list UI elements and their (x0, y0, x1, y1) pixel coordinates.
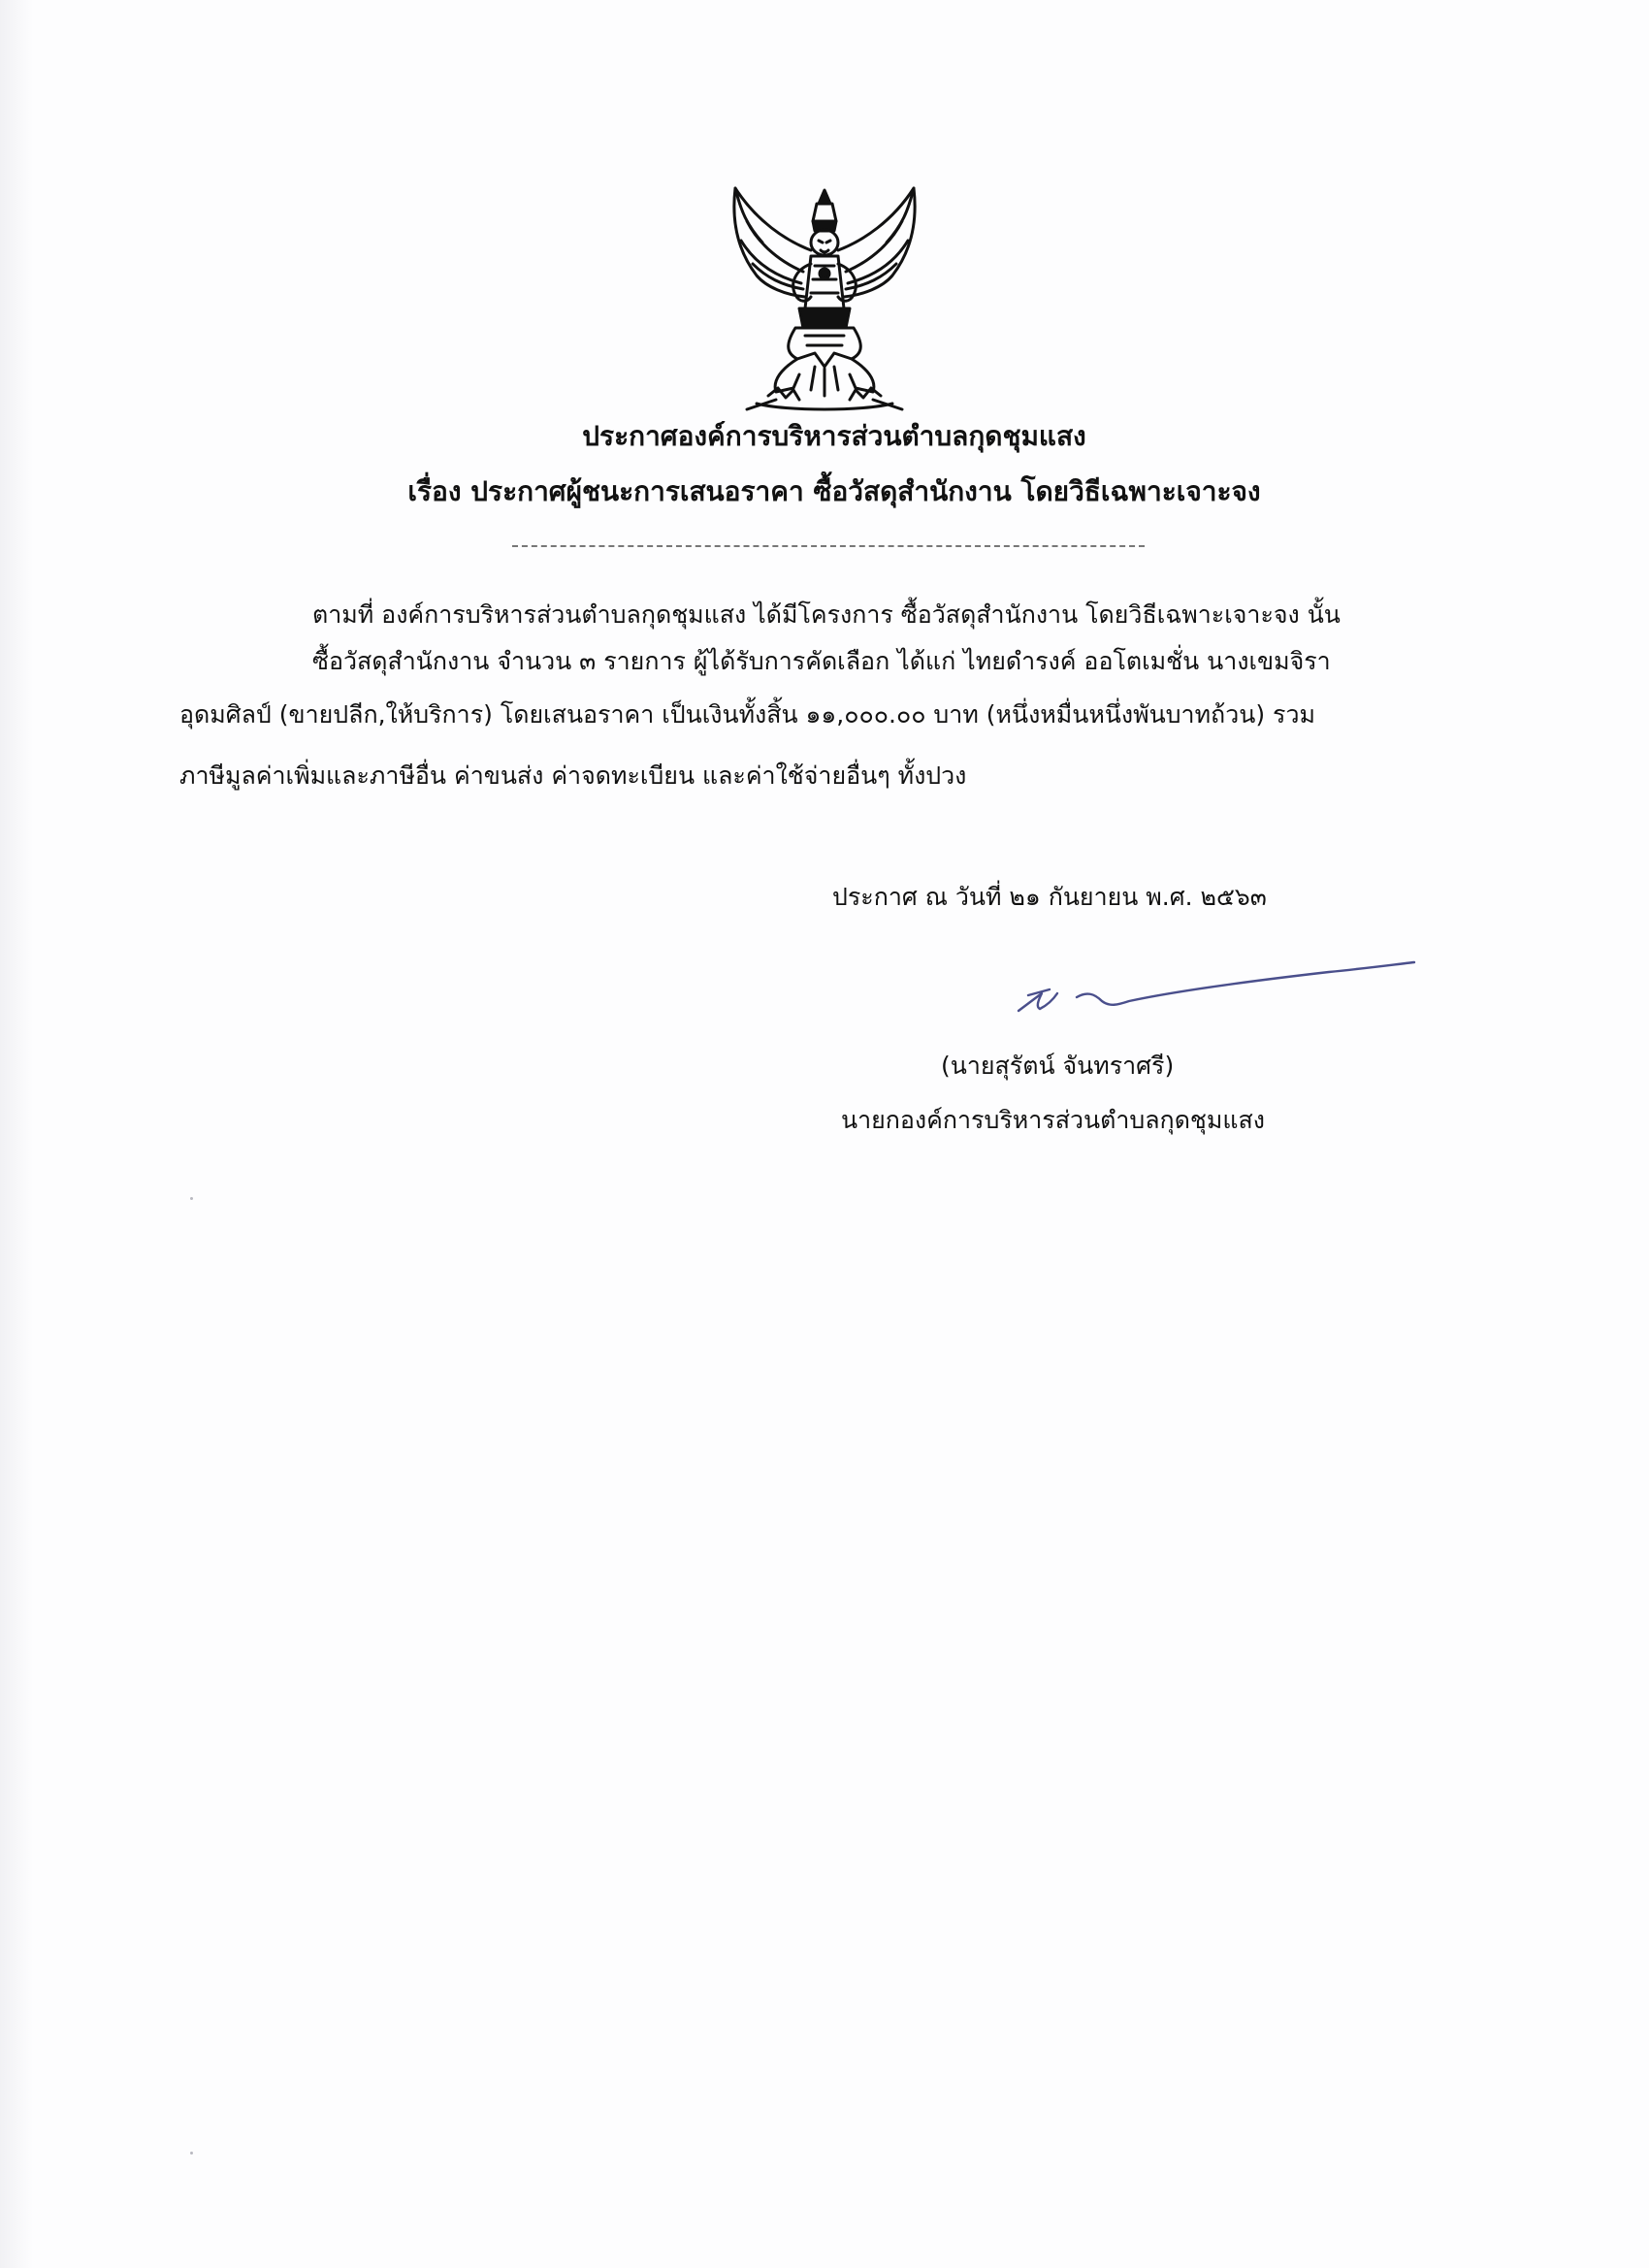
body-paragraph-line: อุดมศิลป์ (ขายปลีก,ให้บริการ) โดยเสนอราคา เป็นเงินทั้งสิ้น ๑๑,๐๐๐.๐๐ บาท (หนึ่งหมื่นหนึ่งพันบาทถ้วน) รวม (179, 700, 1315, 729)
document-title: ประกาศองค์การบริหารส่วนตำบลกุดชุมแสง (582, 420, 1086, 452)
scan-edge-shadow (0, 0, 33, 2268)
signer-name: (นายสุรัตน์ จันทราศรี) (941, 1052, 1175, 1080)
signer-position: นายกองค์การบริหารส่วนตำบลกุดชุมแสง (841, 1106, 1265, 1134)
announcement-date: ประกาศ ณ วันที่ ๒๑ กันยายน พ.ศ. ๒๕๖๓ (832, 883, 1267, 911)
title-divider (512, 545, 1145, 547)
body-paragraph-line: ซื้อวัสดุสำนักงาน จำนวน ๓ รายการ ผู้ได้รับการคัดเลือก ได้แก่ ไทยดำรงค์ ออโตเมชั่น นางเขมจิรา (312, 647, 1331, 675)
body-paragraph-line: ตามที่ องค์การบริหารส่วนตำบลกุดชุมแสง ได้มีโครงการ ซื้อวัสดุสำนักงาน โดยวิธีเฉพาะเจาะจง นั้น (312, 600, 1341, 629)
body-paragraph-line: ภาษีมูลค่าเพิ่มและภาษีอื่น ค่าขนส่ง ค่าจดทะเบียน และค่าใช้จ่ายอื่นๆ ทั้งปวง (179, 761, 967, 790)
handwritten-signature (1009, 951, 1416, 1019)
document-subject: เรื่อง ประกาศผู้ชนะการเสนอราคา ซื้อวัสดุสำนักงาน โดยวิธีเฉพาะเจาะจง (407, 475, 1261, 507)
scan-speck (190, 1197, 193, 1200)
scan-speck (190, 2152, 193, 2155)
garuda-emblem-icon (718, 182, 931, 415)
